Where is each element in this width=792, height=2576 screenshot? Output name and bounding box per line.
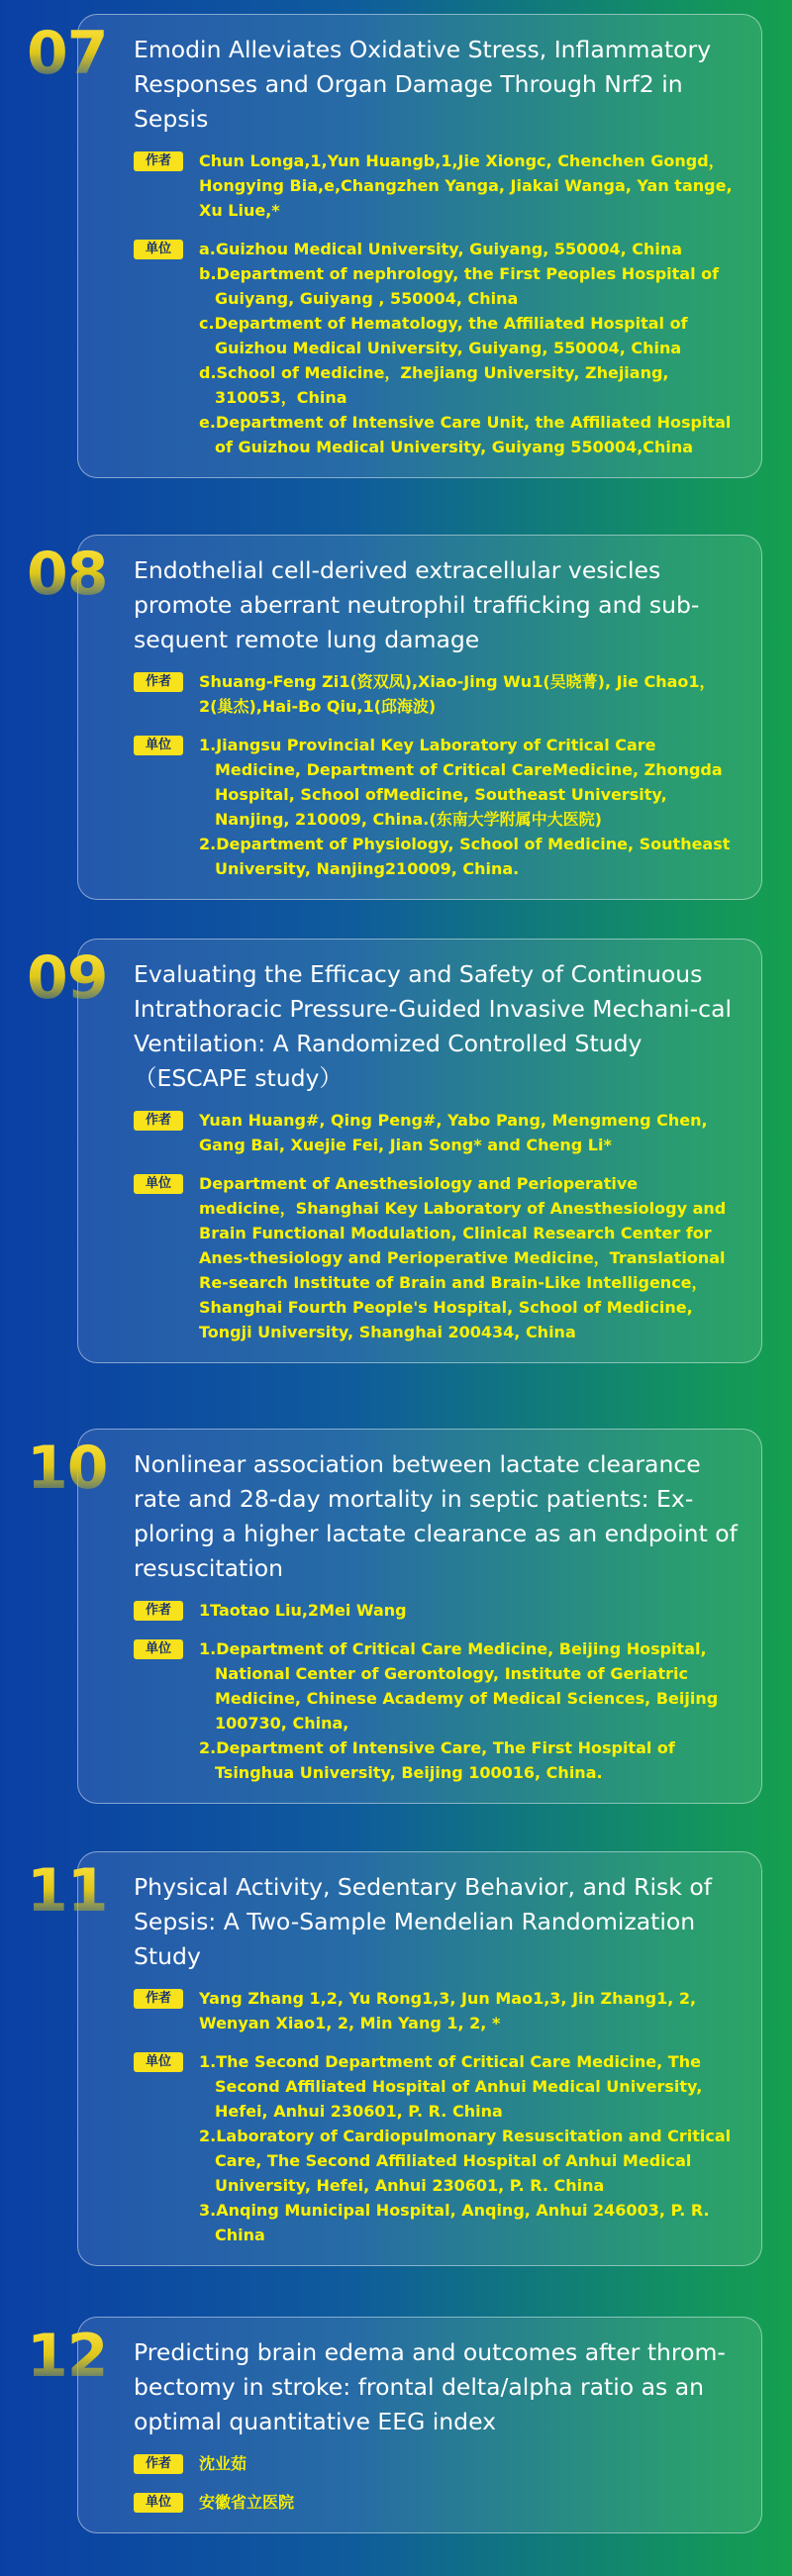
unit-tag: 单位 bbox=[134, 2493, 183, 2513]
paper-card-12 bbox=[27, 2317, 762, 2533]
paper-title: Nonlinear association between lactate clearance rate and 28-day mortality in septic patients: Ex-ploring a higher lactate clearance as an endpoint of resuscitation bbox=[134, 1450, 738, 1582]
affiliation-list bbox=[199, 2490, 294, 2515]
unit-tag: 单位 bbox=[134, 2052, 183, 2072]
affiliation-list bbox=[199, 733, 738, 881]
affiliation-row bbox=[134, 1171, 738, 1344]
author-row bbox=[134, 1598, 738, 1623]
author-list: Chun Longa,1,Yun Huangb,1,Jie Xiongc, Chenchen Gongd，Hongying Bia,e,Changzhen Yanga, Jiakai Wanga, Yan tange, Xu Liue,* bbox=[199, 151, 733, 220]
affiliation-row bbox=[134, 1636, 738, 1785]
author-row bbox=[134, 2451, 738, 2476]
affiliation-item: d.School of Medicine，Zhejiang University, Zhejiang, 310053，China bbox=[199, 363, 669, 407]
affiliation-item: 3.Anqing Municipal Hospital, Anqing, Anhui 246003, P. R. China bbox=[199, 2201, 710, 2244]
affiliation-row bbox=[134, 2490, 738, 2515]
affiliation-list bbox=[199, 237, 738, 459]
author-row bbox=[134, 1986, 738, 2035]
paper-card-10 bbox=[27, 1429, 762, 1804]
affiliation-item: b.Department of nephrology, the First Peoples Hospital of Guiyang, Guiyang , 550004, China bbox=[199, 264, 720, 308]
paper-card-07 bbox=[27, 14, 762, 478]
author-list: 1Taotao Liu,2Mei Wang bbox=[199, 1601, 407, 1620]
affiliation-item: 2.Laboratory of Cardiopulmonary Resuscitation and Critical Care, The Second Affiliated Hospital of Anhui Medical University, Hefei, Anhui 230601, P. R. China bbox=[199, 2127, 732, 2195]
unit-tag: 单位 bbox=[134, 736, 183, 755]
author-list: Yang Zhang 1,2, Yu Rong1,3, Jun Mao1,3, Jin Zhang1, 2, Wenyan Xiao1, 2, Min Yang 1, 2, * bbox=[199, 1989, 697, 2032]
author-tag: 作者 bbox=[134, 151, 183, 171]
affiliation-item: a.Guizhou Medical University, Guiyang, 550004, China bbox=[199, 240, 683, 258]
author-list: 沈业茹 bbox=[199, 2454, 248, 2473]
affiliation-list bbox=[199, 2049, 738, 2247]
paper-title: Predicting brain edema and outcomes after throm-bectomy in stroke: frontal delta/alpha ratio as an optimal quantitative EEG index bbox=[134, 2338, 726, 2435]
author-tag: 作者 bbox=[134, 2454, 183, 2474]
unit-tag: 单位 bbox=[134, 240, 183, 259]
paper-number: 07 bbox=[27, 19, 108, 88]
author-list: Shuang-Feng Zi1(资双凤),Xiao-Jing Wu1(吴晓菁), Jie Chao1，2(巢杰),Hai-Bo Qiu,1(邱海波) bbox=[199, 672, 716, 716]
paper-title: Physical Activity, Sedentary Behavior, and Risk of Sepsis: A Two-Sample Mendelian Randomization Study bbox=[134, 1873, 712, 1970]
affiliation-row bbox=[134, 2049, 738, 2247]
paper-number: 10 bbox=[27, 1434, 108, 1503]
author-tag: 作者 bbox=[134, 672, 183, 692]
unit-tag: 单位 bbox=[134, 1639, 183, 1659]
paper-number: 09 bbox=[27, 943, 108, 1013]
affiliation-item: 2.Department of Intensive Care, The First Hospital of Tsinghua University, Beijing 100016, China. bbox=[199, 1738, 675, 1782]
affiliation-row bbox=[134, 237, 738, 459]
author-tag: 作者 bbox=[134, 1989, 183, 2009]
affiliation-item: 1.Jiangsu Provincial Key Laboratory of Critical Care Medicine, Department of Critical CareMedicine, Zhongda Hospital, School ofMedicine, Southeast University, Nanjing, 210009, China.(东南大学附属中大医院) bbox=[199, 736, 723, 829]
paper-number: 12 bbox=[27, 2322, 108, 2391]
paper-card-08 bbox=[27, 535, 762, 900]
author-tag: 作者 bbox=[134, 1601, 183, 1621]
paper-title: Evaluating the Efficacy and Safety of Continuous Intrathoracic Pressure-Guided Invasive Mechani-cal Ventilation: A Randomized Controlled Study（ESCAPE study） bbox=[134, 960, 733, 1092]
paper-number: 08 bbox=[27, 540, 108, 609]
paper-title: Endothelial cell-derived extracellular vesicles promote aberrant neutrophil trafficking and sub-sequent remote lung damage bbox=[134, 556, 700, 653]
author-list: Yuan Huang#, Qing Peng#, Yabo Pang, Mengmeng Chen, Gang Bai, Xuejie Fei, Jian Song* and Cheng Li* bbox=[199, 1111, 708, 1154]
affiliation-item: 1.The Second Department of Critical Care Medicine, The Second Affiliated Hospital of Anhui Medical University, Hefei, Anhui 230601, P. R. China bbox=[199, 2052, 703, 2121]
affiliation-item: Department of Anesthesiology and Perioperative medicine，Shanghai Key Laboratory of Anesthesiology and Brain Functional Modulation, Clinical Research Center for Anes-thesiology and Perioperative Medicine，Translational Re-search Institute of Brain and Brain-Like Intelligence，Shanghai Fourth People's Hospital, School of Medicine, Tongji University, Shanghai 200434, China bbox=[199, 1174, 727, 1341]
affiliation-item: 安徽省立医院 bbox=[199, 2493, 295, 2512]
affiliation-row bbox=[134, 733, 738, 881]
author-row bbox=[134, 669, 738, 719]
affiliation-item: 2.Department of Physiology, School of Medicine, Southeast University, Nanjing210009, China. bbox=[199, 835, 731, 878]
affiliation-item: c.Department of Hematology, the Affiliated Hospital of Guizhou Medical University, Guiyang, 550004, China bbox=[199, 314, 688, 357]
author-row bbox=[134, 1108, 738, 1157]
author-tag: 作者 bbox=[134, 1111, 183, 1131]
affiliation-list bbox=[199, 1636, 738, 1785]
paper-card-11 bbox=[27, 1851, 762, 2266]
affiliation-list bbox=[199, 1171, 738, 1344]
author-row bbox=[134, 149, 738, 223]
affiliation-item: 1.Department of Critical Care Medicine, Beijing Hospital, National Center of Gerontology, Institute of Geriatric Medicine, Chinese Academy of Medical Sciences, Beijing 100730, China, bbox=[199, 1639, 719, 1733]
unit-tag: 单位 bbox=[134, 1174, 183, 1194]
paper-title: Emodin Alleviates Oxidative Stress, Inflammatory Responses and Organ Damage Through Nrf2 in Sepsis bbox=[134, 36, 712, 133]
paper-card-09 bbox=[27, 939, 762, 1363]
affiliation-item: e.Department of Intensive Care Unit, the Affiliated Hospital of Guizhou Medical University, Guiyang 550004,China bbox=[199, 413, 732, 456]
paper-number: 11 bbox=[27, 1856, 108, 1926]
